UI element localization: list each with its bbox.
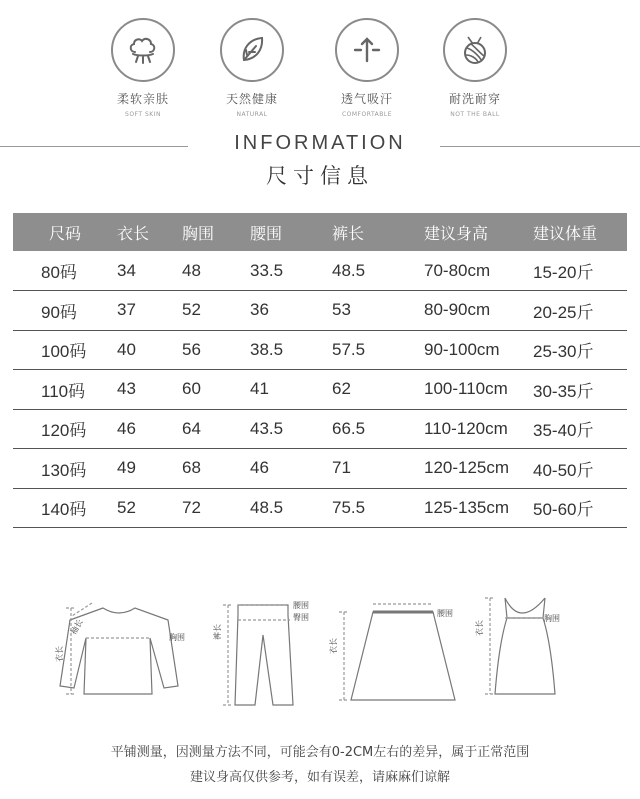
table-cell: 41 (236, 370, 319, 410)
table-cell: 34 (106, 251, 170, 291)
column-header: 腰围 (236, 213, 319, 251)
column-header: 建议身高 (408, 213, 521, 251)
table-cell: 48 (170, 251, 236, 291)
table-cell: 46 (106, 409, 170, 449)
skirt-length-label: 衣长 (329, 638, 338, 654)
leaf-icon (220, 18, 284, 82)
table-row (13, 409, 627, 449)
table-cell: 20-25斤 (521, 291, 627, 331)
yarn-ball-icon (443, 18, 507, 82)
feature-label-cn: 透气吸汗 (340, 92, 393, 106)
measurement-diagrams (0, 590, 640, 720)
table-cell: 75.5 (319, 488, 408, 528)
size-table (13, 213, 627, 528)
table-cell: 33.5 (236, 251, 319, 291)
table-cell: 64 (170, 409, 236, 449)
table-cell: 36 (236, 291, 319, 331)
feature-label-en: COMFORTABLE (341, 111, 393, 118)
table-cell: 30-35斤 (521, 370, 627, 410)
table-cell: 50-60斤 (521, 488, 627, 528)
feature-label-en: NATURAL (236, 111, 268, 118)
section-header (0, 132, 640, 190)
table-cell: 43.5 (236, 409, 319, 449)
measurement-note (0, 740, 640, 790)
feature-breathable (312, 18, 422, 118)
table-cell: 80码 (13, 251, 106, 291)
feature-label-cn: 耐洗耐穿 (448, 92, 501, 106)
shirt-diagram (60, 603, 178, 694)
table-row (13, 488, 627, 528)
column-header: 尺码 (13, 213, 106, 251)
table-row (13, 251, 627, 291)
column-header: 裤长 (319, 213, 408, 251)
table-cell: 71 (319, 449, 408, 489)
shirt-length-label: 衣长 (55, 646, 64, 662)
feature-label-en: SOFT SKIN (125, 111, 161, 118)
table-cell: 40-50斤 (521, 449, 627, 489)
table-cell: 120码 (13, 409, 106, 449)
table-cell: 43 (106, 370, 170, 410)
divider (0, 146, 188, 147)
table-cell: 40 (106, 330, 170, 370)
table-row (13, 370, 627, 410)
skirt-diagram (339, 604, 455, 700)
column-header: 胸围 (170, 213, 236, 251)
dress-chest-label: 胸围 (544, 614, 560, 623)
table-cell: 70-80cm (408, 251, 521, 291)
table-row (13, 291, 627, 331)
feature-label-en: NOT THE BALL (450, 111, 500, 118)
feature-natural (197, 18, 307, 118)
table-cell: 68 (170, 449, 236, 489)
table-cell: 48.5 (319, 251, 408, 291)
table-cell: 53 (319, 291, 408, 331)
skirt-waist-label: 腰围 (437, 609, 453, 618)
table-cell: 62 (319, 370, 408, 410)
table-cell: 110-120cm (408, 409, 521, 449)
pants-length-label: 裤长 (213, 624, 222, 640)
table-cell: 52 (106, 488, 170, 528)
dress-length-label: 衣长 (475, 620, 484, 636)
table-row (13, 449, 627, 489)
pants-diagram (223, 605, 293, 705)
table-cell: 72 (170, 488, 236, 528)
table-cell: 90-100cm (408, 330, 521, 370)
table-cell: 37 (106, 291, 170, 331)
table-cell: 49 (106, 449, 170, 489)
column-header: 衣长 (106, 213, 170, 251)
note-line-1: 平铺测量，因测量方法不同，可能会有0-2CM左右的差异，属于正常范围 (110, 745, 530, 760)
section-title-en: INFORMATION (234, 132, 406, 154)
shirt-sleeve-label: 袖长 (68, 617, 85, 637)
table-cell: 38.5 (236, 330, 319, 370)
feature-soft-skin (88, 18, 198, 118)
dress-diagram (485, 598, 555, 694)
table-cell: 35-40斤 (521, 409, 627, 449)
table-cell: 100-110cm (408, 370, 521, 410)
feature-strip (0, 0, 640, 125)
breathable-icon (335, 18, 399, 82)
table-cell: 125-135cm (408, 488, 521, 528)
section-title-cn: 尺寸信息 (266, 164, 374, 188)
table-cell: 66.5 (319, 409, 408, 449)
table-cell: 90码 (13, 291, 106, 331)
table-header-row (13, 213, 627, 251)
pants-hip-label: 臀围 (293, 613, 309, 622)
cotton-icon (111, 18, 175, 82)
table-cell: 80-90cm (408, 291, 521, 331)
table-cell: 100码 (13, 330, 106, 370)
table-cell: 57.5 (319, 330, 408, 370)
table-cell: 140码 (13, 488, 106, 528)
table-cell: 110码 (13, 370, 106, 410)
table-cell: 46 (236, 449, 319, 489)
feature-label-cn: 天然健康 (225, 92, 278, 106)
table-cell: 130码 (13, 449, 106, 489)
feature-label-cn: 柔软亲肤 (116, 92, 169, 106)
table-cell: 120-125cm (408, 449, 521, 489)
divider (440, 146, 640, 147)
table-cell: 15-20斤 (521, 251, 627, 291)
note-line-2: 建议身高仅供参考，如有误差，请麻麻们谅解 (189, 770, 450, 785)
feature-durable (420, 18, 530, 118)
column-header: 建议体重 (521, 213, 627, 251)
pants-waist-label: 腰围 (293, 601, 309, 610)
table-cell: 25-30斤 (521, 330, 627, 370)
table-row (13, 330, 627, 370)
table-cell: 52 (170, 291, 236, 331)
table-cell: 56 (170, 330, 236, 370)
table-cell: 48.5 (236, 488, 319, 528)
table-cell: 60 (170, 370, 236, 410)
shirt-chest-label: 胸围 (169, 633, 185, 642)
